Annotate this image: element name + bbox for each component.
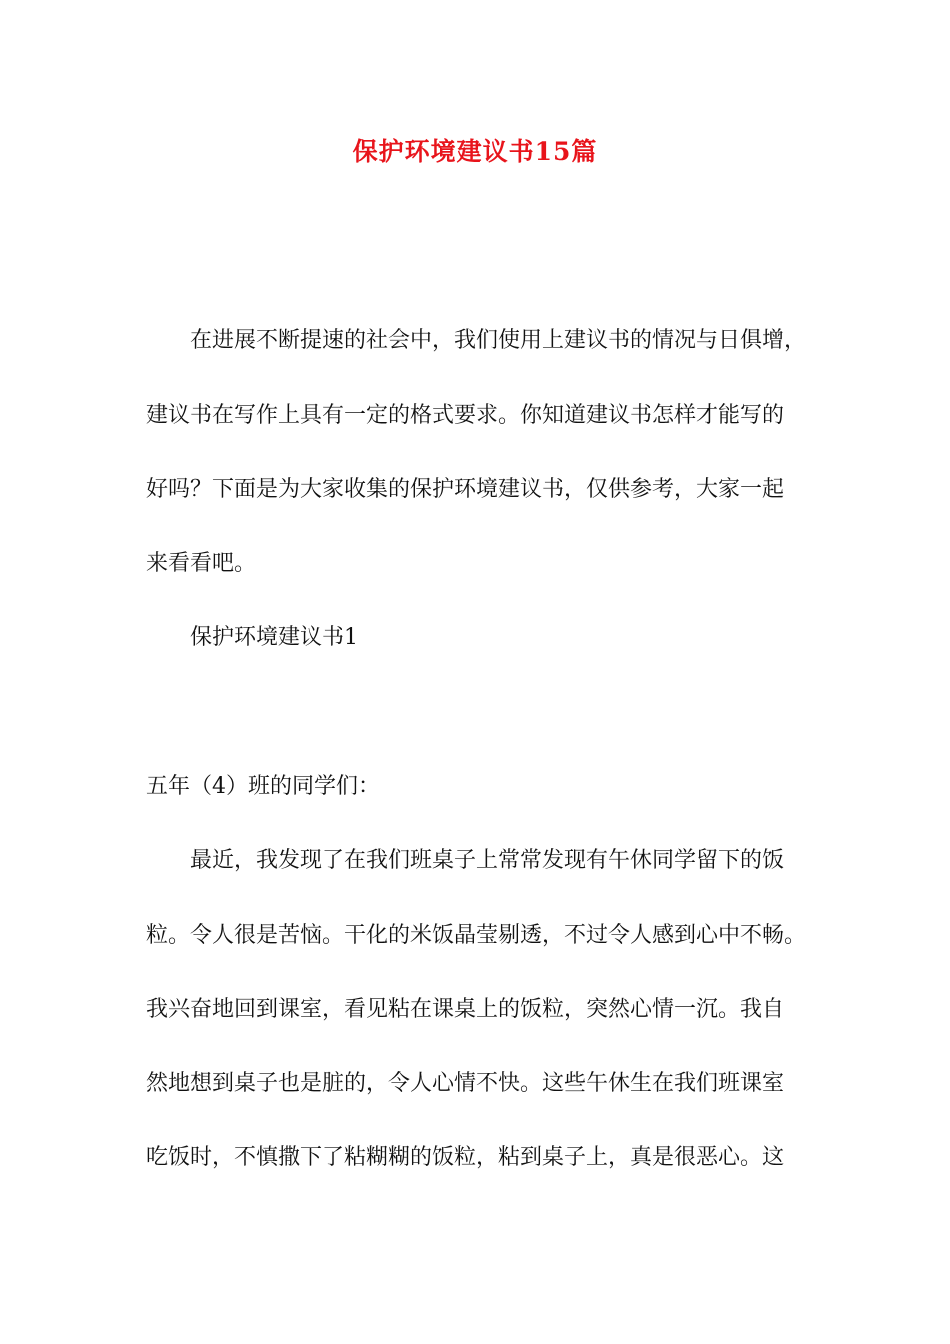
- intro-line-2: 建议书在写作上具有一定的格式要求。你知道建议书怎样才能写的: [146, 403, 785, 428]
- body-line-5: 吃饭时，不慎撒下了粘糊糊的饭粒，粘到桌子上，真是很恶心。这: [146, 1145, 785, 1170]
- body-line-2: 粒。令人很是苦恼。干化的米饭晶莹剔透，不过令人感到心中不畅。: [146, 923, 807, 948]
- body-line-1: 最近，我发现了在我们班桌子上常常发现有午休同学留下的饭: [190, 848, 785, 873]
- intro-line-3: 好吗？下面是为大家收集的保护环境建议书，仅供参考，大家一起: [146, 477, 785, 502]
- body-line-4: 然地想到桌子也是脏的，令人心情不快。这些午休生在我们班课室: [146, 1071, 785, 1096]
- section-heading: 保护环境建议书1: [190, 625, 358, 650]
- intro-line-4: 来看看吧。: [146, 551, 257, 576]
- document-title: 保护环境建议书15篇: [352, 137, 598, 166]
- salutation: 五年（4）班的同学们：: [146, 774, 380, 799]
- body-line-3: 我兴奋地回到课室，看见粘在课桌上的饭粒，突然心情一沉。我自: [146, 997, 785, 1022]
- intro-line-1: 在进展不断提速的社会中，我们使用上建议书的情况与日俱增，: [190, 328, 807, 353]
